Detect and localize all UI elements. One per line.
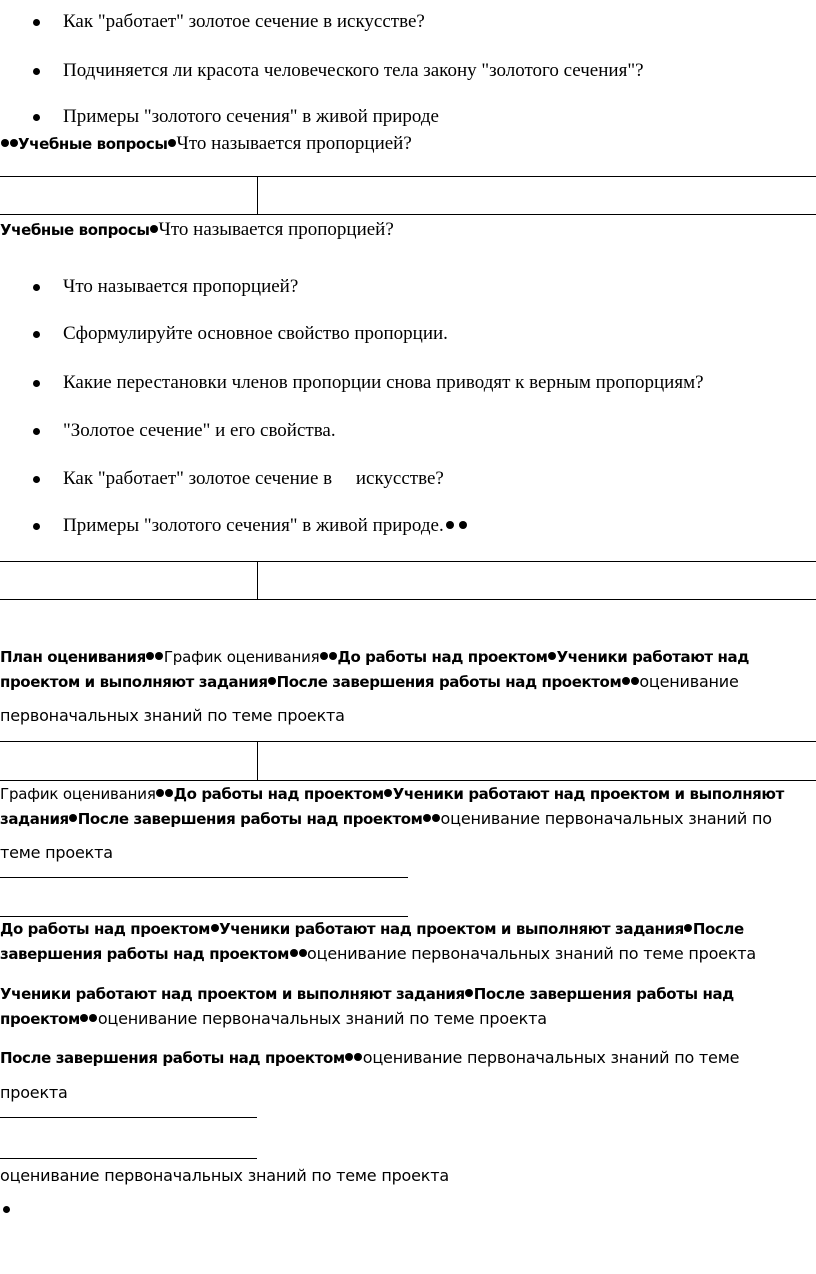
dot-icon: [155, 652, 163, 660]
table-border: [257, 176, 258, 215]
list-item: Примеры "золотого сечения" в живой природе: [63, 106, 439, 127]
list-item: Что называется пропорцией?: [63, 276, 299, 297]
table-border: [257, 561, 258, 600]
bullet-icon: [33, 19, 40, 26]
dot-icon: [465, 989, 473, 997]
dot-icon: [299, 949, 307, 957]
plan-line-1: План оценивания График оценивания До работы над проектом Ученики работают над: [0, 648, 749, 666]
table-border: [0, 780, 816, 781]
dot-icon: [156, 789, 164, 797]
dot-icon: [10, 139, 18, 147]
table-border: [0, 741, 816, 742]
list-item: Как "работает" золотое сечение в искусстве?: [63, 468, 444, 489]
divider: [0, 877, 408, 878]
dot-icon: [165, 789, 173, 797]
divider: [0, 916, 408, 917]
list-item: Сформулируйте основное свойство пропорции.: [63, 323, 448, 344]
section-heading: [0, 133, 412, 155]
bullet-icon: [33, 476, 40, 483]
bullet-icon: [33, 428, 40, 435]
bullet-icon: [33, 284, 40, 291]
heading-text: Что называется пропорцией?: [158, 219, 394, 240]
table-border: [0, 214, 816, 215]
dot-icon: [69, 814, 77, 822]
schedule-line-1: График оценивания До работы над проектом Ученики работают над проектом и выполняют: [0, 785, 784, 803]
dot-icon: [345, 1053, 353, 1061]
during-line-2: проектом оценивание первоначальных знаний по теме проекта: [0, 1009, 547, 1028]
list-item: Примеры "золотого сечения" в живой природе.: [63, 515, 467, 537]
dot-icon: [268, 677, 276, 685]
schedule-line-2: задания После завершения работы над проектом оценивание первоначальных знаний по: [0, 809, 772, 828]
dot-icon: [146, 652, 154, 660]
dot-icon: [432, 814, 440, 822]
list-item: "Золотое сечение" и его свойства.: [63, 420, 336, 441]
dot-icon: [1, 139, 9, 147]
dot-icon: [80, 1014, 88, 1022]
divider: [0, 1117, 257, 1118]
dot-icon: [631, 677, 639, 685]
dot-icon: [459, 521, 467, 529]
bullet-icon: [33, 114, 40, 121]
divider: [0, 1158, 257, 1159]
dot-icon: [150, 225, 158, 233]
heading-bold: Учебные вопросы: [18, 135, 168, 153]
dot-icon: [168, 139, 176, 147]
dot-icon: [548, 652, 556, 660]
schedule-line-3: теме проекта: [0, 843, 113, 862]
before-line-2: завершения работы над проектом оценивание первоначальных знаний по теме проекта: [0, 944, 757, 963]
after-line-2: проекта: [0, 1083, 68, 1102]
dot-icon: [622, 677, 630, 685]
plan-line-2: проектом и выполняют задания После завершения работы над проектом оценивание: [0, 672, 739, 691]
table-border: [0, 561, 816, 562]
bullet-icon: [33, 380, 40, 387]
dot-icon: [384, 789, 392, 797]
table-border: [257, 741, 258, 781]
list-item: Как "работает" золотое сечение в искусстве?: [63, 11, 425, 32]
heading-bold: Учебные вопросы: [0, 221, 150, 239]
dot-icon: [89, 1014, 97, 1022]
plan-line-3: первоначальных знаний по теме проекта: [0, 706, 345, 725]
table-border: [0, 176, 816, 177]
dot-icon: [320, 652, 328, 660]
dot-icon: [684, 924, 692, 932]
list-item: Подчиняется ли красота человеческого тела закону "золотого сечения"?: [63, 60, 644, 81]
table-border: [0, 599, 816, 600]
heading-text: Что называется пропорцией?: [176, 133, 412, 154]
list-item: Какие перестановки членов пропорции снова приводят к верным пропорциям?: [63, 372, 704, 393]
section-heading: [0, 219, 394, 241]
bullet-icon: [33, 523, 40, 530]
during-line-1: Ученики работают над проектом и выполняют задания После завершения работы над: [0, 985, 734, 1003]
bullet-icon: [33, 68, 40, 75]
dot-icon: [423, 814, 431, 822]
bullet-icon: [33, 331, 40, 338]
before-line-1: До работы над проектом Ученики работают над проектом и выполняют задания После: [0, 920, 744, 938]
dot-icon: [329, 652, 337, 660]
bullet-icon: [3, 1206, 10, 1213]
after-line-1: После завершения работы над проектом оценивание первоначальных знаний по теме: [0, 1048, 740, 1067]
assess-line: оценивание первоначальных знаний по теме проекта: [0, 1166, 449, 1185]
dot-icon: [446, 521, 454, 529]
dot-icon: [354, 1053, 362, 1061]
dot-icon: [290, 949, 298, 957]
dot-icon: [211, 924, 219, 932]
